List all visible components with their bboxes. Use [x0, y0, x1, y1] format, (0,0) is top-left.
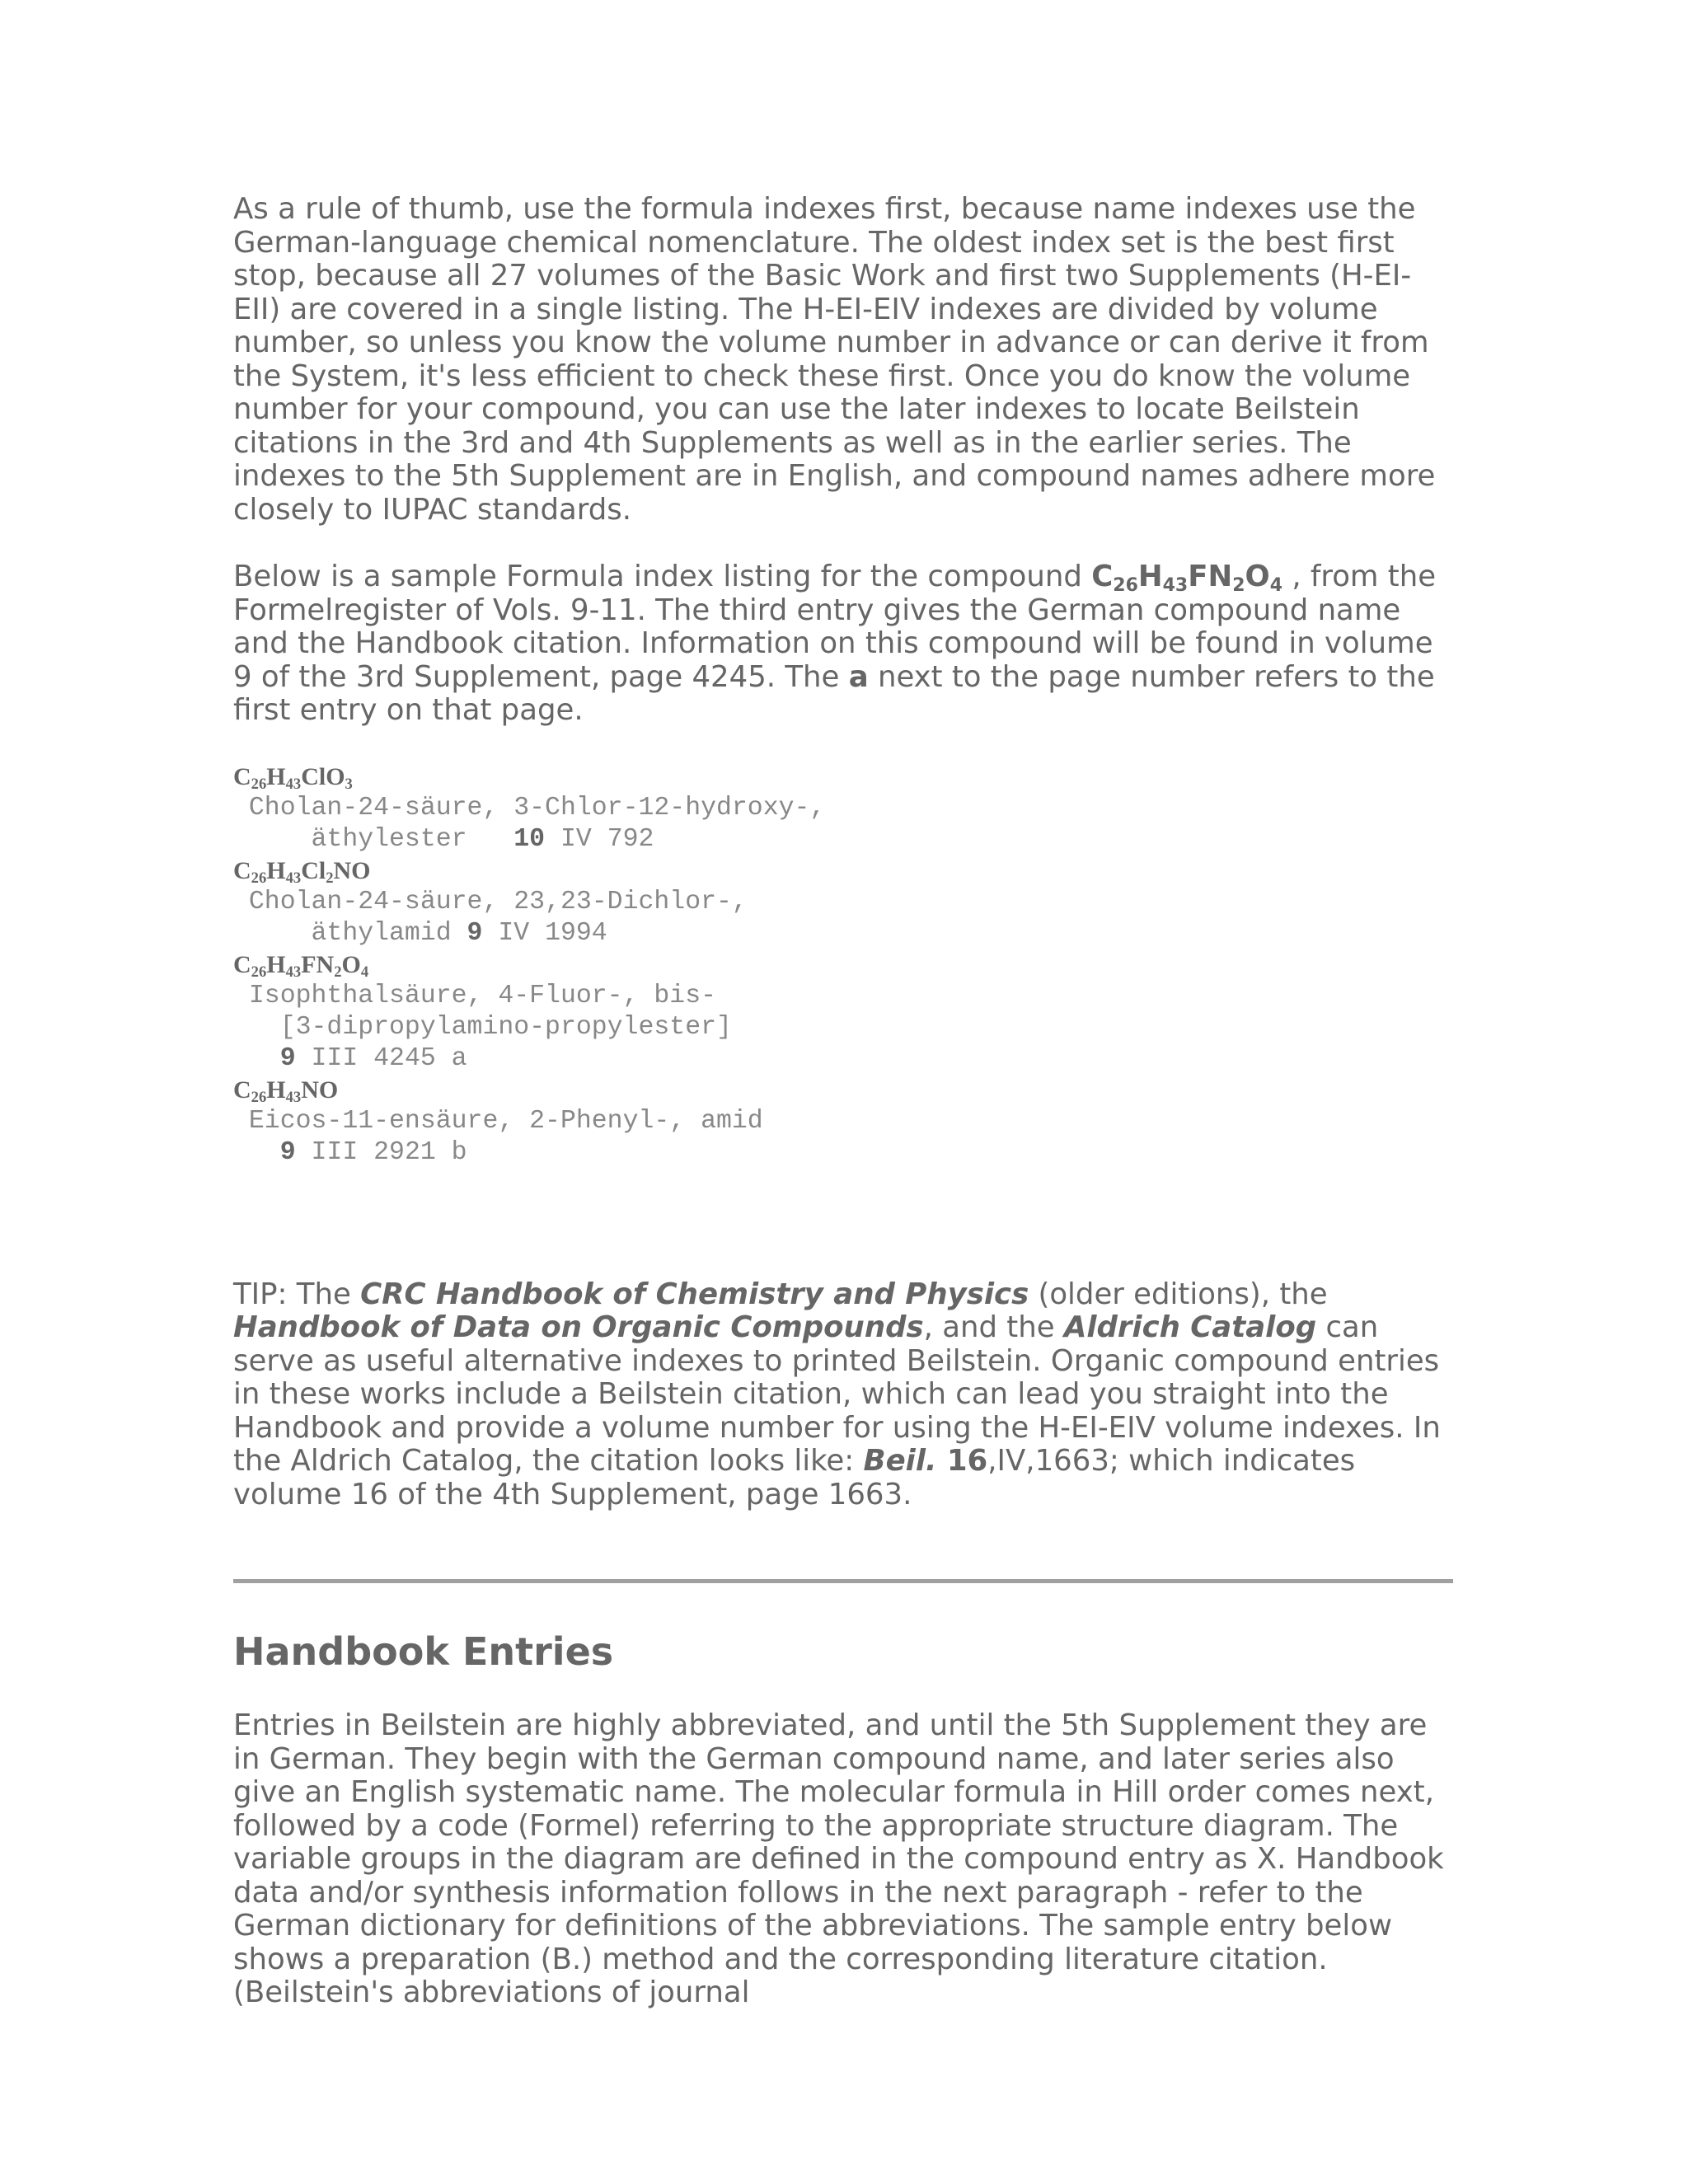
index-entry-name-cont: [3-dipropylamino-propylester] [233, 1012, 732, 1042]
index-entry-citation: äthylester 10 IV 792 [233, 824, 654, 854]
formula-index-paragraph [233, 560, 1453, 728]
aldrich-catalog-title: Aldrich Catalog [1063, 1310, 1317, 1344]
index-entry-formula: $C_{26}H_{43}NO$ [233, 1076, 339, 1106]
beil-abbrev: Beil. [863, 1444, 937, 1478]
index-entry-formula: $C_{26}H_{43}FN_2O_4$ [233, 950, 369, 981]
index-entry-citation: 9 III 2921 b [279, 1137, 467, 1167]
citation-volume: 9 [467, 918, 483, 948]
para2-after: next to the page number refers to the first entry on that page. [233, 659, 1435, 727]
citation-volume: 9 [279, 1043, 296, 1073]
handbook-of-data-title: Handbook of Data on Organic Compounds [233, 1310, 924, 1344]
index-entry-formula: $C_{26}H_{43}Cl_2NO$ [233, 856, 371, 887]
index-entry-name: Cholan-24-säure, 23,23-Dichlor-, [233, 887, 748, 916]
citation-volume: 9 [279, 1137, 296, 1167]
handbook-entries-paragraph: Entries in Beilstein are highly abbreviated, and until the 5th Supplement they are in German. They begin with the German compound name, and later series also give an English systematic name. The molecular formula in Hill order comes next, followed by a code (Formel) referring to the appropriate structure diagram. The variable groups in the diagram are defined in the compound entry as X. Handbook data and/or synthesis information follows in the next paragraph - refer to the German dictionary for definitions of the abbreviations. The sample entry below shows a preparation (B.) method and the corresponding literature citation. (Beilstein's abbreviations of journal [233, 1708, 1444, 2009]
index-entry-name: Cholan-24-säure, 3-Chlor-12-hydroxy-, [233, 793, 826, 823]
volume-16: 16 [936, 1444, 988, 1478]
index-entry-formula: $C_{26}H_{43}ClO_3$ [233, 762, 353, 793]
index-entry-citation: 9 III 4245 a [279, 1043, 467, 1073]
formula-index-listing [233, 762, 1453, 1169]
index-entry-name: Eicos-11-ensäure, 2-Phenyl-, amid [233, 1106, 763, 1136]
index-entry-citation: äthylamid 9 IV 1994 [233, 918, 607, 948]
para2-before: Below is a sample Formula index listing for the compound [233, 560, 1092, 593]
crc-handbook-title: CRC Handbook of Chemistry and Physics [360, 1277, 1029, 1311]
entry-letter-a: a [848, 659, 869, 694]
citation-volume: 10 [513, 824, 546, 854]
index-entry-name: Isophthalsäure, 4-Fluor-, bis- [233, 981, 716, 1010]
section-heading: Handbook Entries [233, 1629, 614, 1674]
horizontal-rule [233, 1579, 1453, 1583]
intro-paragraph: As a rule of thumb, use the formula indexes first, because name indexes use the German-language chemical nomenclature. The oldest index set is the best first stop, because all 27 volumes of the Basic Work and first two Supplements (H-EI-EII) are covered in a single listing. The H-EI-EIV indexes are divided by volume number, so unless you know the volume number in advance or can derive it from the System, it's less efficient to check these first. Once you do know the volume number for your compound, you can use the later indexes to locate Beilstein citations in the 3rd and 4th Supplements as well as in the earlier series. The indexes to the 5th Supplement are in English, and compound names adhere more closely to IUPAC standards. [233, 192, 1436, 527]
document-page [233, 193, 1453, 2010]
compound-formula: $C_{26}H_{43}FN_2O_4$ [1091, 560, 1283, 597]
para2-middle: , from the Formelregister of Vols. 9-11. The third entry gives the German compound name and the Handbook citation. Information on this compound will be found in volume 9 of the 3rd Supplement, page 4245. The [233, 560, 1437, 694]
tip-paragraph: TIP: The CRC Handbook of Chemistry and Physics (older editions), the Handbook of Data on Organic Compounds, and the Aldrich Catalog can serve as useful alternative indexes to printed Beilstein. Organic compound entries in these works include a Beilstein citation, which can lead you straight into the Handbook and provide a volume number for using the H-EI-EIV volume indexes. In the Aldrich Catalog, the citation looks like: Beil. 16,IV,1663; which indicates volume 16 of the 4th Supplement, page 1663. [233, 1277, 1441, 1511]
